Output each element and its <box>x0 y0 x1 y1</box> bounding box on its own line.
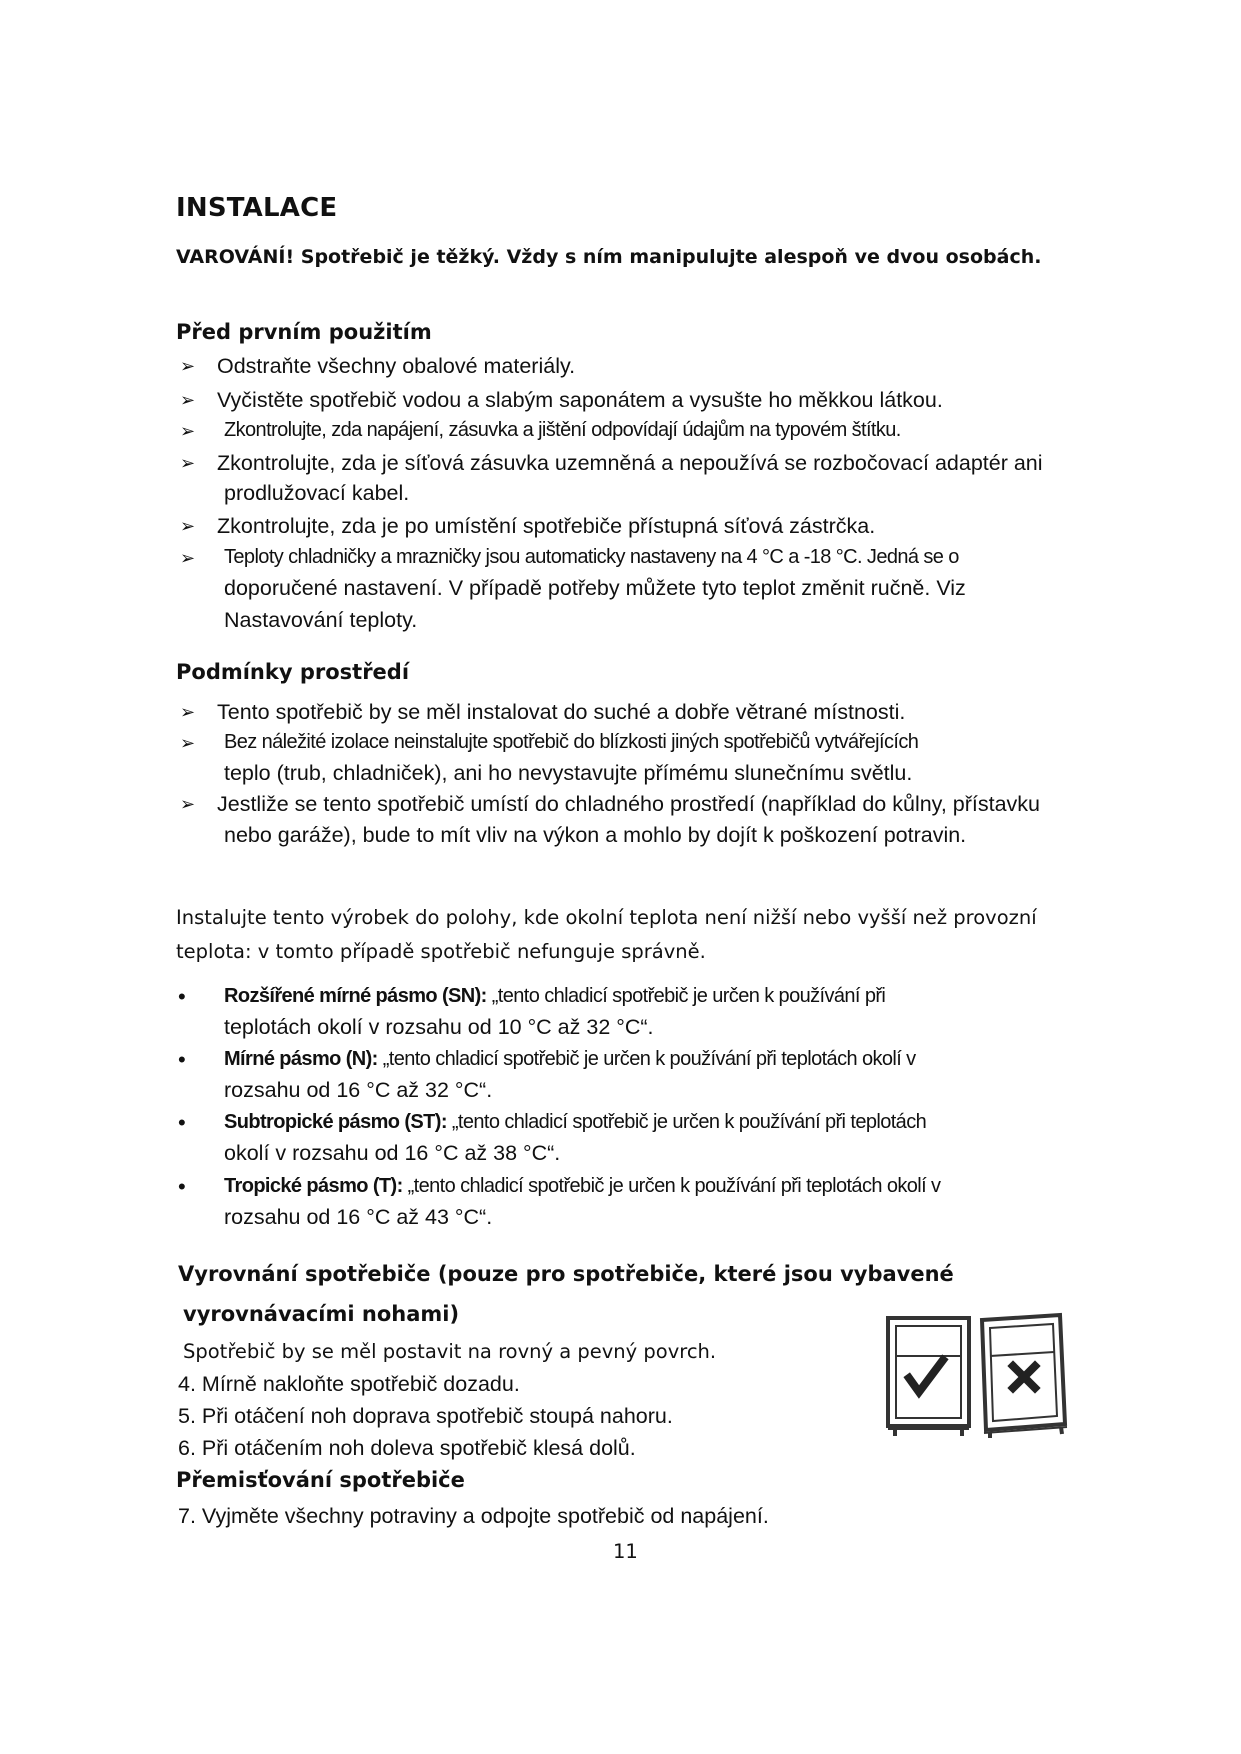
leveling-step: 4. Mírně nakloňte spotřebič dozadu. <box>178 1372 520 1396</box>
arrow-bullet-icon: ➢ <box>180 390 196 410</box>
arrow-bullet-icon: ➢ <box>180 548 196 568</box>
checkmark-icon <box>909 1360 943 1392</box>
section-heading-moving: Přemisťování spotřebiče <box>176 1468 465 1492</box>
cross-icon <box>1013 1366 1035 1388</box>
list-item: Tento spotřebič by se měl instalovat do suché a dobře větrané místnosti. <box>217 700 906 724</box>
climate-item <box>224 1175 940 1198</box>
list-item: Zkontrolujte, zda je síťová zásuvka uzemněná a nepoužívá se rozbočovací adaptér ani <box>217 451 1043 475</box>
arrow-bullet-icon: ➢ <box>180 794 196 814</box>
climate-item-continuation: rozsahu od 16 °C až 43 °C“. <box>224 1205 493 1229</box>
climate-item-continuation: teplotách okolí v rozsahu od 10 °C až 32 °C“. <box>224 1015 654 1039</box>
page-number: 11 <box>613 1540 638 1563</box>
arrow-bullet-icon: ➢ <box>180 702 196 722</box>
climate-label: Rozšířené mírné pásmo (SN): <box>224 985 487 1007</box>
arrow-bullet-icon: ➢ <box>180 356 196 376</box>
arrow-bullet-icon: ➢ <box>180 733 196 753</box>
climate-item-continuation: rozsahu od 16 °C až 32 °C“. <box>224 1078 493 1102</box>
list-item-continuation: Nastavování teploty. <box>224 608 418 632</box>
warning-text: VAROVÁNÍ! Spotřebič je těžký. Vždy s ním manipulujte alespoň ve dvou osobách. <box>176 246 1042 268</box>
climate-item <box>224 1111 926 1134</box>
bullet-icon: • <box>178 1174 186 1199</box>
level-appliance-correct-image <box>888 1318 969 1436</box>
climate-text: „tento chladicí spotřebič je určen k používání při teplotách okolí v <box>377 1048 916 1070</box>
list-item-continuation: doporučené nastavení. V případě potřeby můžete tyto teplot změnit ručně. Viz <box>224 576 966 600</box>
tilted-appliance-wrong-image <box>982 1315 1067 1438</box>
climate-text: „tento chladicí spotřebič je určen k používání při teplotách <box>446 1111 927 1133</box>
list-item-continuation: teplo (trub, chladniček), ani ho nevystavujte přímému slunečnímu světlu. <box>224 761 913 785</box>
climate-text: „tento chladicí spotřebič je určen k používání při <box>486 985 886 1007</box>
climate-item <box>224 1048 916 1071</box>
bullet-icon: • <box>178 1110 186 1135</box>
section-heading-leveling-cont: vyrovnávacími nohami) <box>183 1302 460 1326</box>
climate-intro-line: Instalujte tento výrobek do polohy, kde okolní teplota není nižší nebo vyšší než provozní <box>176 906 1037 929</box>
arrow-bullet-icon: ➢ <box>180 453 196 473</box>
climate-item <box>224 985 885 1008</box>
arrow-bullet-icon: ➢ <box>180 421 196 441</box>
bullet-icon: • <box>178 1047 186 1072</box>
list-item: Zkontrolujte, zda je po umístění spotřebiče přístupná síťová zástrčka. <box>217 514 876 538</box>
list-item: Vyčistěte spotřebič vodou a slabým saponátem a vysušte ho měkkou látkou. <box>217 388 943 412</box>
bullet-icon: • <box>178 984 186 1009</box>
climate-intro-line: teplota: v tomto případě spotřebič nefunguje správně. <box>176 940 706 963</box>
list-item: Odstraňte všechny obalové materiály. <box>217 354 576 378</box>
section-heading-leveling: Vyrovnání spotřebiče (pouze pro spotřebiče, které jsou vybavené <box>178 1262 954 1286</box>
leveling-step: 5. Při otáčení noh doprava spotřebič stoupá nahoru. <box>178 1404 673 1428</box>
list-item: Teploty chladničky a mrazničky jsou automaticky nastaveny na 4 °C a -18 °C. Jedná se o <box>224 546 959 568</box>
list-item: Jestliže se tento spotřebič umístí do chladného prostředí (například do kůlny, přístavku <box>217 792 1041 816</box>
leveling-step: 6. Při otáčením noh doleva spotřebič klesá dolů. <box>178 1436 636 1460</box>
leveling-intro: Spotřebič by se měl postavit na rovný a pevný povrch. <box>183 1340 717 1363</box>
climate-label: Tropické pásmo (T): <box>224 1175 403 1197</box>
list-item: Bez náležité izolace neinstalujte spotřebič do blízkosti jiných spotřebičů vytvářejících <box>224 731 919 753</box>
list-item-continuation: prodlužovací kabel. <box>224 481 410 505</box>
climate-item-continuation: okolí v rozsahu od 16 °C až 38 °C“. <box>224 1141 561 1165</box>
section-heading-environment: Podmínky prostředí <box>176 660 410 684</box>
arrow-bullet-icon: ➢ <box>180 516 196 536</box>
leveling-illustration <box>885 1312 1075 1438</box>
list-item: Zkontrolujte, zda napájení, zásuvka a jištění odpovídají údajům na typovém štítku. <box>224 419 901 441</box>
climate-label: Mírné pásmo (N): <box>224 1048 378 1070</box>
moving-step: 7. Vyjměte všechny potraviny a odpojte spotřebič od napájení. <box>178 1504 769 1528</box>
section-heading-before-first-use: Před prvním použitím <box>176 320 432 344</box>
climate-text: „tento chladicí spotřebič je určen k používání při teplotách okolí v <box>402 1175 941 1197</box>
list-item-continuation: nebo garáže), bude to mít vliv na výkon a mohlo by dojít k poškození potravin. <box>224 823 967 847</box>
page-title: INSTALACE <box>176 193 338 223</box>
climate-label: Subtropické pásmo (ST): <box>224 1111 447 1133</box>
